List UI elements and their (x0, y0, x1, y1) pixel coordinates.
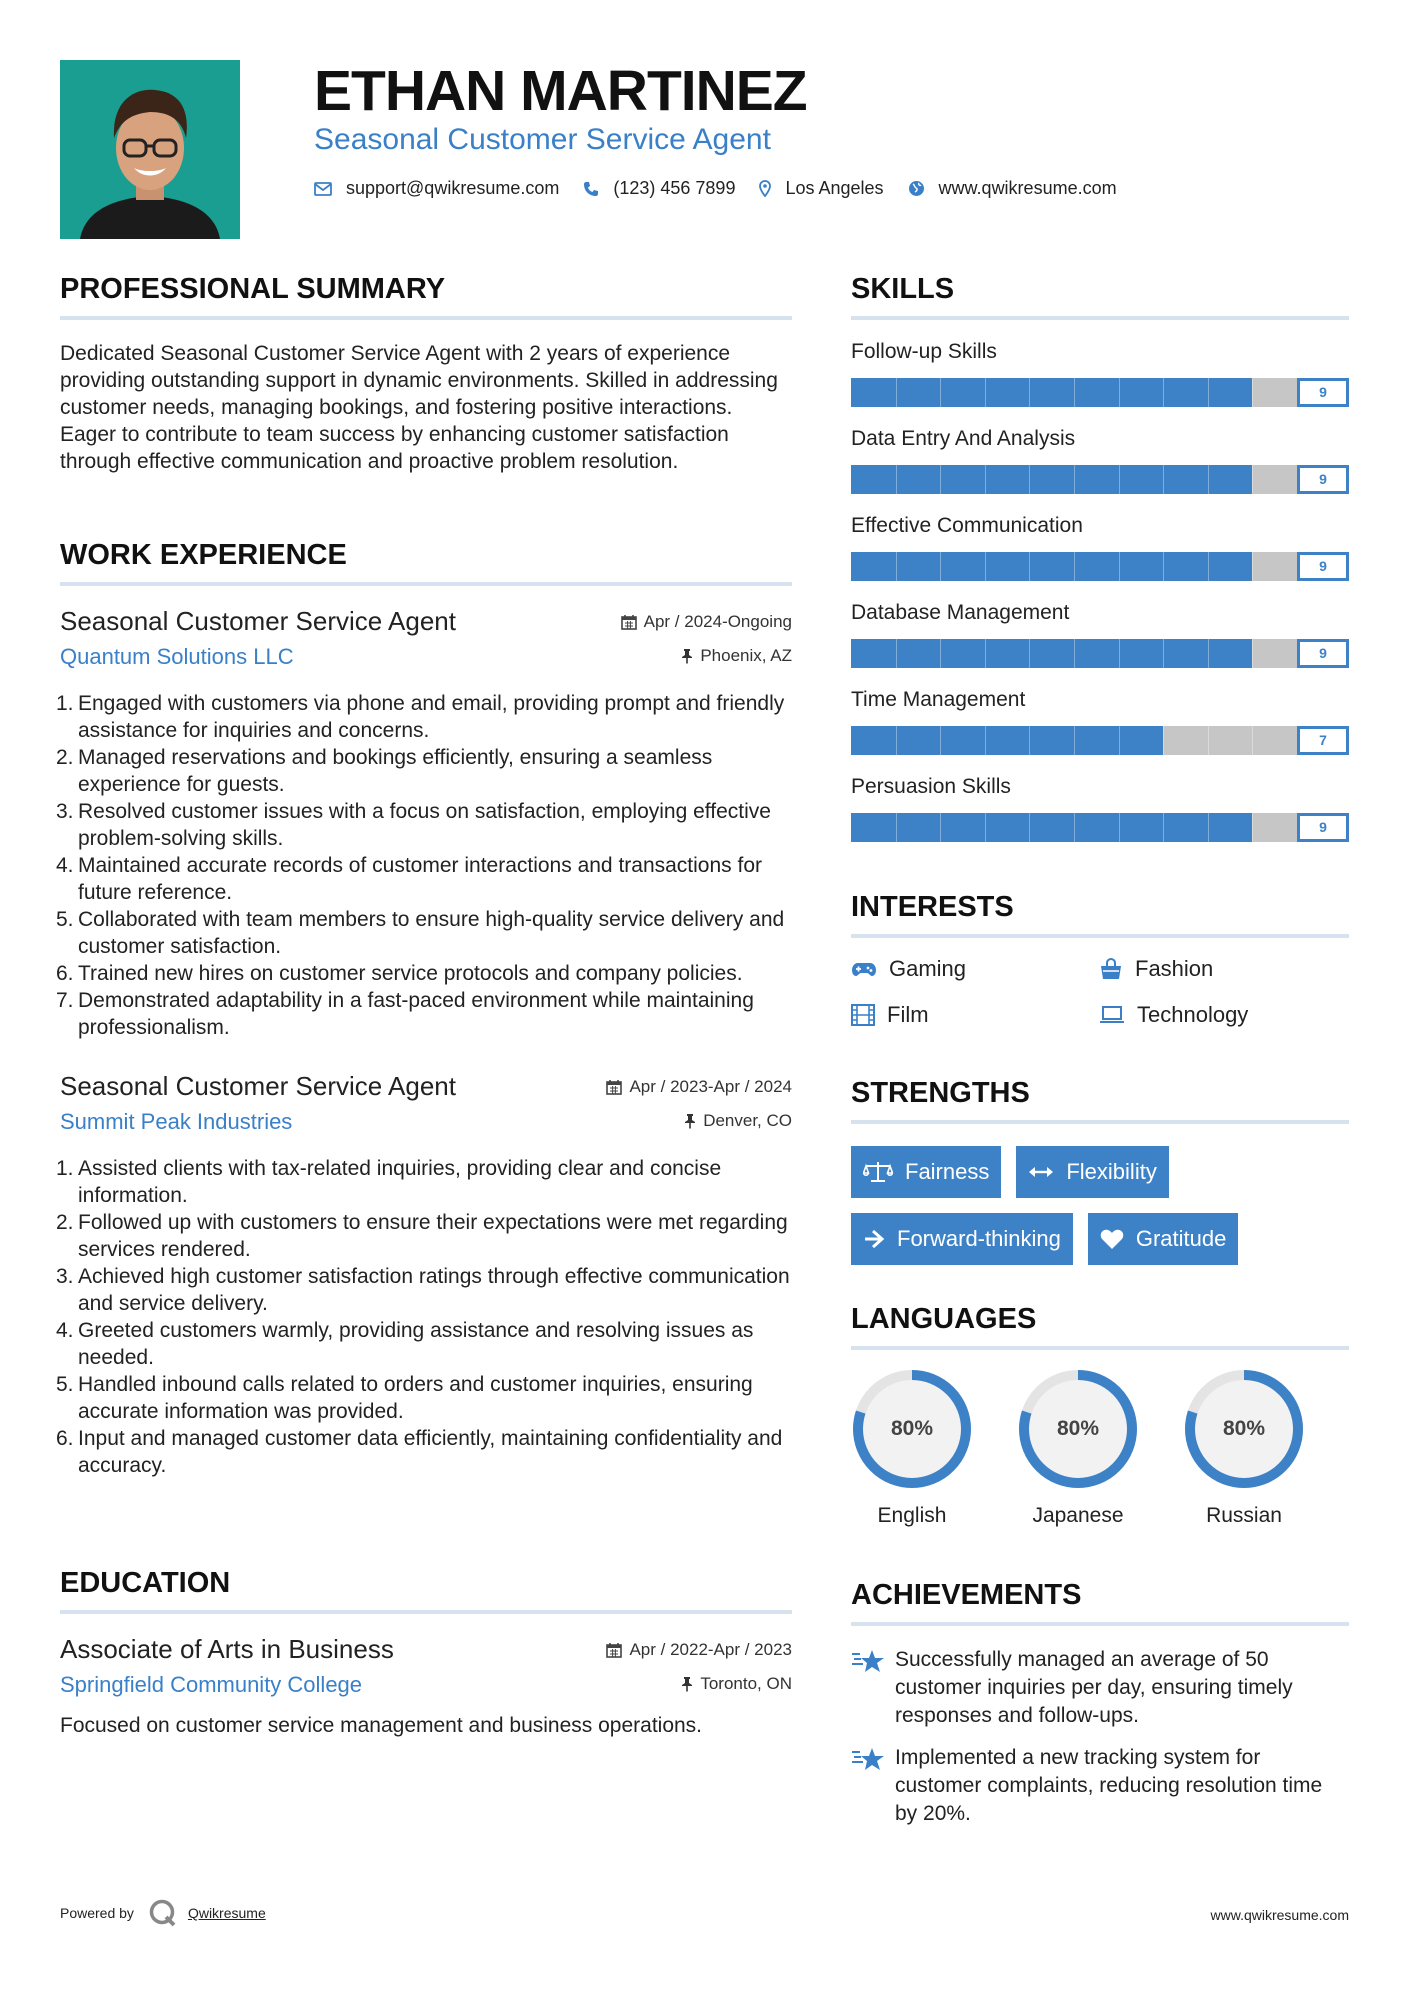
skill-item (851, 686, 1349, 773)
interests-heading: INTERESTS (851, 891, 1014, 923)
skill-bar-segment (1208, 552, 1209, 581)
globe-icon (908, 180, 925, 197)
job-role: Seasonal Customer Service Agent (60, 1071, 456, 1101)
education-location (681, 1674, 792, 1694)
language-ring (1183, 1368, 1305, 1490)
experience-heading: WORK EXPERIENCE (60, 539, 347, 571)
skill-bar-segment (1163, 813, 1164, 842)
list-item: 1. Assisted clients with tax-related inquiries, providing clear and concise information. (56, 1157, 722, 1207)
envelope-icon (314, 182, 332, 196)
job-dates (606, 1077, 792, 1097)
skill-bar-segment (940, 465, 941, 494)
achievement-item (851, 1744, 1349, 1828)
skill-bar-segment (1074, 552, 1075, 581)
section-divider (851, 1622, 1349, 1626)
skill-bar-segment (1119, 465, 1120, 494)
skill-label: Effective Communication (851, 514, 1083, 537)
strengths-heading: STRENGTHS (851, 1077, 1030, 1109)
strength-chip (1088, 1213, 1239, 1265)
language-percent: 80% (1222, 1417, 1266, 1440)
education-dates (606, 1640, 792, 1660)
skill-bar-segment (940, 813, 941, 842)
powered-by-text: Powered by (60, 1905, 134, 1921)
skill-bar-segment (896, 726, 897, 755)
skill-bar-segment (1252, 813, 1253, 842)
job-dates-text: Apr / 2023-Apr / 2024 (629, 1077, 792, 1096)
skill-bar-segment (1074, 639, 1075, 668)
contact-website[interactable] (908, 178, 1117, 199)
skill-score: 9 (1297, 639, 1349, 668)
skill-bar-segment (896, 552, 897, 581)
skill-bar-segment (1074, 378, 1075, 407)
job-bullets (56, 1155, 792, 1479)
footer-branding (60, 1898, 266, 1928)
skills-heading: SKILLS (851, 273, 955, 305)
contact-website-text: www.qwikresume.com (938, 178, 1117, 198)
skill-bar-segment (940, 639, 941, 668)
skill-item (851, 425, 1349, 512)
phone-icon (583, 181, 599, 197)
job-location (681, 646, 792, 666)
summary-section (60, 272, 792, 475)
shooting-star-icon (851, 1746, 885, 1774)
calendar-icon (606, 1079, 622, 1095)
list-item: 5. Handled inbound calls related to orders and customer inquiries, ensuring accurate information was provided. (56, 1373, 753, 1423)
strengths-section (851, 1076, 1349, 1265)
contact-email-text: support@qwikresume.com (346, 178, 560, 198)
skill-bar-segment (1252, 639, 1253, 668)
section-divider (60, 1610, 792, 1614)
skill-bar-segment (1029, 552, 1030, 581)
handbag-icon (1099, 958, 1123, 980)
footer-website[interactable]: www.qwikresume.com (1210, 1907, 1349, 1923)
skill-bar-segment (940, 552, 941, 581)
interest-label: Film (887, 1002, 929, 1027)
achievements-section (851, 1578, 1349, 1828)
skill-bar-fill (851, 378, 1252, 407)
skill-bar-segment (896, 813, 897, 842)
interest-label: Gaming (889, 956, 967, 981)
candidate-title: Seasonal Customer Service Agent (314, 123, 771, 156)
skill-bar-segment (1252, 465, 1253, 494)
strength-label: Gratitude (1135, 1226, 1227, 1251)
skill-bar-segment (1252, 378, 1253, 407)
job-company: Summit Peak Industries (60, 1109, 293, 1134)
calendar-icon (606, 1642, 622, 1658)
strength-chip (851, 1213, 1073, 1265)
language-name: Japanese (1032, 1504, 1124, 1527)
interests-section (851, 890, 1349, 1028)
skill-bar-segment (1119, 726, 1120, 755)
skill-bar-segment (1029, 726, 1030, 755)
laptop-icon (1099, 1006, 1125, 1024)
skill-bar-segment (1074, 813, 1075, 842)
skill-bar-segment (1163, 465, 1164, 494)
skill-bar-segment (896, 639, 897, 668)
skills-list (851, 338, 1349, 860)
skill-item (851, 512, 1349, 599)
interest-item (851, 1002, 1099, 1028)
double-arrow-icon (1028, 1165, 1054, 1179)
achievement-text: Successfully managed an average of 50 customer inquiries per day, ensuring timely responses and follow-ups. (895, 1648, 1293, 1727)
shooting-star-icon (851, 1648, 885, 1676)
skill-bar-segment (1029, 378, 1030, 407)
skill-score: 9 (1297, 378, 1349, 407)
skill-bar-segment (1119, 813, 1120, 842)
skill-bar-segment (1119, 552, 1120, 581)
list-item: 2. Managed reservations and bookings efficiently, ensuring a seamless experience for guests. (56, 746, 713, 796)
language-item (851, 1368, 1017, 1528)
skill-bar-fill (851, 813, 1252, 842)
interest-item (1099, 1002, 1347, 1028)
language-percent: 80% (1056, 1417, 1100, 1440)
skill-bar (851, 378, 1297, 407)
skill-bar-segment (1163, 378, 1164, 407)
skill-bar-segment (985, 378, 986, 407)
skill-bar-segment (985, 726, 986, 755)
skill-label: Persuasion Skills (851, 775, 1011, 798)
job-location-text: Denver, CO (703, 1111, 792, 1130)
education-location-text: Toronto, ON (700, 1674, 792, 1693)
interest-item (851, 956, 1099, 982)
education-section (60, 1566, 792, 1739)
pushpin-icon (681, 648, 693, 664)
list-item: 7. Demonstrated adaptability in a fast-paced environment while maintaining professionalism. (56, 989, 754, 1039)
language-ring (1017, 1368, 1139, 1490)
education-heading: EDUCATION (60, 1567, 231, 1599)
skill-bar-fill (851, 552, 1252, 581)
job-role: Seasonal Customer Service Agent (60, 606, 456, 636)
skill-item (851, 599, 1349, 686)
list-item: 6. Trained new hires on customer service protocols and company policies. (56, 962, 743, 985)
list-item: 5. Collaborated with team members to ensure high-quality service delivery and customer satisfaction. (56, 908, 785, 958)
qwikresume-logo-icon (148, 1898, 178, 1928)
section-divider (60, 316, 792, 320)
school-name: Springfield Community College (60, 1672, 363, 1697)
skill-bar-segment (985, 813, 986, 842)
language-item (1017, 1368, 1183, 1528)
list-item: 4. Greeted customers warmly, providing assistance and resolving issues as needed. (56, 1319, 754, 1369)
arrow-right-icon (863, 1229, 885, 1249)
list-item: 1. Engaged with customers via phone and email, providing prompt and friendly assistance for inquiries and concerns. (56, 692, 785, 742)
skill-label: Data Entry And Analysis (851, 427, 1076, 450)
list-item: 3. Resolved customer issues with a focus on satisfaction, employing effective problem-solving skills. (56, 800, 771, 850)
skill-bar-segment (1208, 378, 1209, 407)
list-item: 3. Achieved high customer satisfaction ratings through effective communication and service delivery. (56, 1265, 790, 1315)
education-entry (60, 1634, 792, 1739)
candidate-name: ETHAN MARTINEZ (314, 59, 807, 123)
strength-label: Fairness (905, 1159, 990, 1184)
skill-bar-segment (985, 552, 986, 581)
skill-bar-segment (1252, 552, 1253, 581)
language-name: English (877, 1504, 947, 1527)
strength-label: Forward-thinking (897, 1226, 1061, 1251)
skill-score: 9 (1297, 552, 1349, 581)
qwikresume-link[interactable]: Qwikresume (187, 1905, 266, 1921)
languages-heading: LANGUAGES (851, 1303, 1037, 1335)
skill-bar-segment (1029, 465, 1030, 494)
skill-bar-segment (985, 639, 986, 668)
list-item: 2. Followed up with customers to ensure their expectations were met regarding services rendered. (56, 1211, 788, 1261)
summary-heading: PROFESSIONAL SUMMARY (60, 273, 446, 305)
section-divider (851, 1346, 1349, 1350)
skill-item (851, 773, 1349, 860)
list-item: 4. Maintained accurate records of customer interactions and transactions for future reference. (56, 854, 763, 904)
section-divider (851, 316, 1349, 320)
section-divider (851, 1120, 1349, 1124)
job-dates-text: Apr / 2024-Ongoing (643, 612, 792, 631)
skill-bar-segment (940, 378, 941, 407)
language-ring (851, 1368, 973, 1490)
achievement-text: Implemented a new tracking system for customer complaints, reducing resolution time by 20%. (895, 1746, 1323, 1825)
summary-text: Dedicated Seasonal Customer Service Agent with 2 years of experience providing outstanding support in dynamic environments. Skilled in addressing customer needs, managing bookings, and fostering positive interactions. Eager to contribute to team success by enhancing customer satisfaction through effective communication and proactive problem resolution. (60, 342, 778, 473)
skill-bar-segment (1163, 552, 1164, 581)
skill-bar-segment (1208, 465, 1209, 494)
interest-label: Fashion (1135, 956, 1214, 981)
skill-bar (851, 639, 1297, 668)
skill-bar-segment (1252, 726, 1253, 755)
achievement-item (851, 1646, 1349, 1730)
job-location (684, 1111, 792, 1131)
calendar-icon (621, 614, 637, 630)
skill-bar-segment (896, 465, 897, 494)
skill-bar-fill (851, 639, 1252, 668)
languages-section (851, 1302, 1349, 1528)
skill-bar (851, 726, 1297, 755)
skill-label: Time Management (851, 688, 1026, 711)
skill-score: 9 (1297, 813, 1349, 842)
skill-bar (851, 465, 1297, 494)
map-pin-icon (759, 180, 771, 197)
language-percent: 80% (890, 1417, 934, 1440)
skill-bar-segment (896, 378, 897, 407)
skill-bar-segment (1119, 378, 1120, 407)
skill-bar-segment (1163, 639, 1164, 668)
job-entry (56, 606, 792, 1041)
job-location-text: Phoenix, AZ (700, 646, 792, 665)
strength-chip (1016, 1146, 1168, 1198)
job-bullets (56, 690, 792, 1041)
education-description: Focused on customer service management and business operations. (60, 1714, 703, 1737)
contact-phone-text: (123) 456 7899 (613, 178, 736, 198)
job-dates (621, 612, 792, 632)
skill-bar-segment (1074, 465, 1075, 494)
pushpin-icon (684, 1113, 696, 1129)
skill-label: Database Management (851, 601, 1070, 624)
skill-bar-segment (1119, 639, 1120, 668)
skill-bar (851, 552, 1297, 581)
achievements-heading: ACHIEVEMENTS (851, 1579, 1082, 1611)
experience-section (56, 538, 792, 1479)
skill-label: Follow-up Skills (851, 340, 997, 363)
skill-bar-segment (1074, 726, 1075, 755)
skill-score: 9 (1297, 465, 1349, 494)
pushpin-icon (681, 1676, 693, 1692)
balance-scale-icon (863, 1160, 893, 1184)
film-icon (851, 1004, 875, 1026)
skill-bar-segment (1208, 813, 1209, 842)
heart-icon (1100, 1228, 1124, 1250)
section-divider (851, 934, 1349, 938)
contact-email[interactable] (314, 178, 559, 199)
skill-bar-segment (940, 726, 941, 755)
strength-label: Flexibility (1066, 1159, 1157, 1184)
skill-score: 7 (1297, 726, 1349, 755)
contact-location-text: Los Angeles (785, 178, 884, 198)
skill-bar-fill (851, 726, 1163, 755)
skill-bar-segment (985, 465, 986, 494)
section-divider (60, 582, 792, 586)
contact-bar (314, 178, 1141, 199)
skills-section (851, 272, 1349, 860)
skill-bar-segment (1163, 726, 1164, 755)
interest-label: Technology (1137, 1002, 1249, 1027)
skill-bar-segment (1208, 726, 1209, 755)
skill-item (851, 338, 1349, 425)
skill-bar (851, 813, 1297, 842)
skill-bar-fill (851, 465, 1252, 494)
contact-phone[interactable] (583, 178, 735, 199)
language-name: Russian (1206, 1504, 1282, 1527)
skill-bar-segment (1208, 639, 1209, 668)
degree-title: Associate of Arts in Business (60, 1634, 394, 1664)
strength-chip (851, 1146, 1001, 1198)
education-dates-text: Apr / 2022-Apr / 2023 (629, 1640, 792, 1659)
interest-item (1099, 956, 1347, 982)
job-company: Quantum Solutions LLC (60, 644, 294, 669)
gamepad-icon (851, 961, 877, 977)
list-item: 6. Input and managed customer data efficiently, maintaining confidentiality and accuracy. (56, 1427, 783, 1477)
language-item (1183, 1368, 1349, 1528)
job-entry (56, 1071, 792, 1479)
skill-bar-segment (1029, 813, 1030, 842)
profile-photo (60, 60, 240, 239)
contact-location (759, 178, 883, 199)
skill-bar-segment (1029, 639, 1030, 668)
